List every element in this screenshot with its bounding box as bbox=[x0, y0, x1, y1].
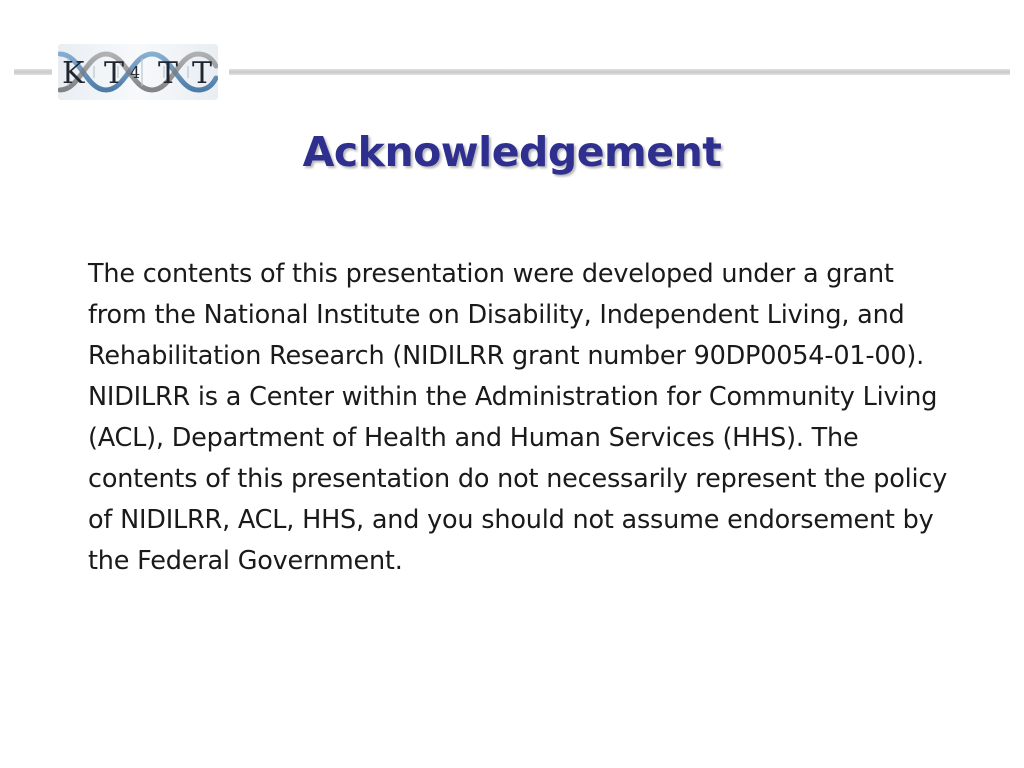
logo-letter-t1: T bbox=[104, 56, 125, 91]
dna-helix-icon bbox=[58, 44, 218, 100]
logo-letter-t2: T bbox=[158, 56, 179, 91]
kt4tt-logo bbox=[58, 44, 218, 100]
logo-letter-k: K bbox=[62, 56, 85, 91]
slide-title: Acknowledgement bbox=[302, 128, 722, 176]
header-rule-right bbox=[229, 69, 1010, 75]
logo-numeral-4: 4 bbox=[130, 63, 141, 82]
acknowledgement-body: The contents of this presentation were developed under a grant from the National Institute on Disability, Independent Living, and Rehabilitation Research (NIDILRR grant number 90DP0054-01-00). NIDILRR is a Center within the Administration for Community Living (ACL), Department of Health and Human Services (HHS). The contents of this presentation do not necessarily represent the policy of NIDILRR, ACL, HHS, and you should not assume endorsement by the Federal Government. bbox=[88, 259, 948, 576]
logo-letter-t3: T bbox=[192, 56, 213, 91]
header-rule-left bbox=[14, 69, 52, 75]
